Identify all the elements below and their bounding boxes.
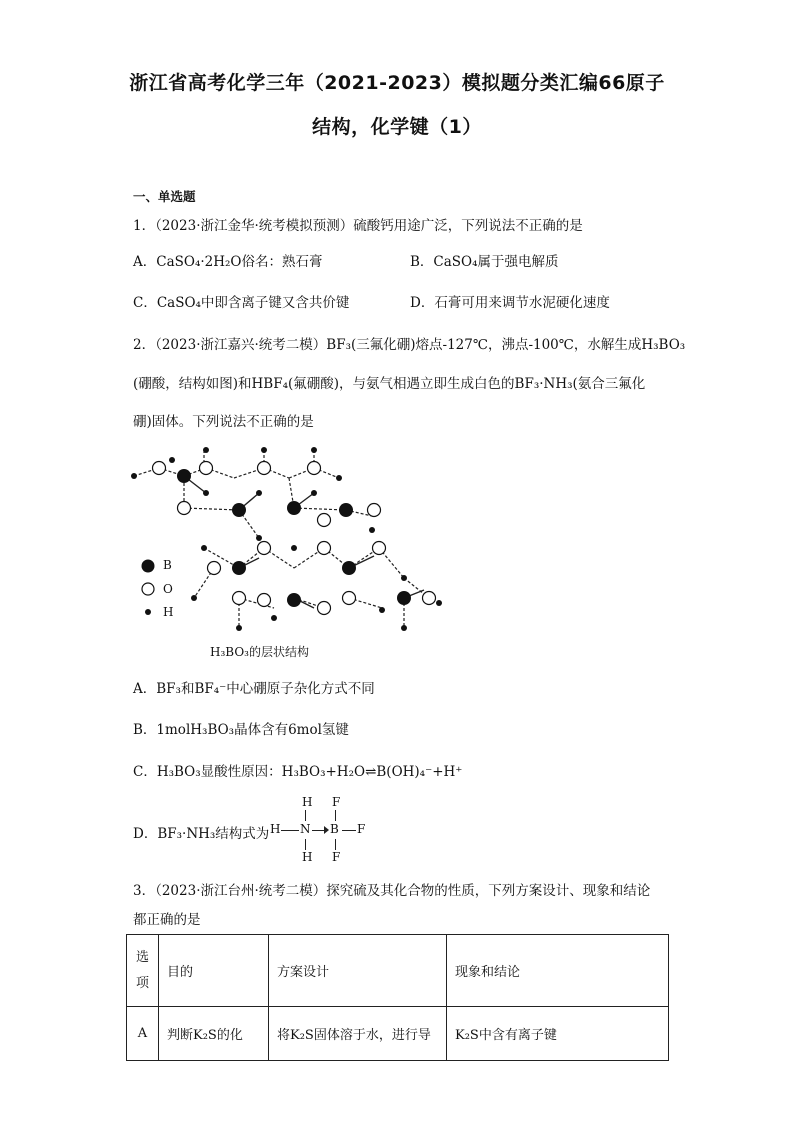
q1-option-a: A．CaSO₄·2H₂O俗名：熟石膏	[133, 254, 323, 270]
boron-legend-icon	[142, 560, 155, 573]
diagram-legend-icons	[140, 558, 160, 620]
document-title-line-2: 结构，化学键（1）	[312, 116, 482, 138]
legend-label-b: B	[163, 558, 172, 572]
legend-label-h: H	[163, 605, 174, 619]
table-header-cell: 目的	[159, 935, 269, 1007]
hydrogen-legend-icon	[145, 609, 151, 615]
struct-b: B	[330, 822, 339, 836]
struct-bond-nh-top	[305, 810, 306, 821]
section-heading: 一、单选题	[133, 189, 196, 204]
q1-stem: 1．（2023·浙江金华·统考模拟预测）硫酸钙用途广泛，下列说法不正确的是	[133, 218, 583, 234]
h3bo3-structure-diagram	[124, 438, 454, 638]
q2-stem-line-3: 硼)固体。下列说法不正确的是	[133, 414, 314, 430]
q2-option-a: A．BF₃和BF₄⁻中心硼原子杂化方式不同	[133, 681, 375, 697]
q2-stem-line-1: 2．（2023·浙江嘉兴·统考二模）BF₃(三氟化硼)熔点-127℃，沸点-100℃，水解生成H₃BO₃	[133, 337, 686, 353]
table-row	[127, 1007, 669, 1061]
q3-stem-line-1: 3．（2023·浙江台州·统考二模）探究硫及其化合物的性质，下列方案设计、现象和结论	[133, 883, 651, 899]
struct-h-top: H	[302, 795, 313, 809]
struct-bond-nh-left	[281, 830, 299, 831]
struct-n: N	[300, 822, 311, 836]
struct-f-bottom: F	[332, 850, 341, 864]
struct-bond-bf-right	[342, 830, 356, 831]
q2-option-c: C．H₃BO₃显酸性原因：H₃BO₃+H₂O⇌B(OH)₄⁻+H⁺	[133, 764, 463, 780]
struct-f-right: F	[357, 822, 366, 836]
q2-stem-line-2: (硼酸，结构如图)和HBF₄(氟硼酸)，与氨气相遇立即生成白色的BF₃·NH₃(氨合三氟化	[133, 376, 646, 392]
struct-h-bottom: H	[302, 850, 313, 864]
document-title-line-1: 浙江省高考化学三年（2021-2023）模拟题分类汇编66原子	[129, 72, 665, 94]
struct-bond-nh-bottom	[305, 839, 306, 850]
table-header-cell: 方案设计	[269, 935, 447, 1007]
q2-option-b: B．1molH₃BO₃晶体含有6mol氢键	[133, 722, 349, 738]
q1-option-b: B．CaSO₄属于强电解质	[410, 254, 559, 270]
table-cell: A	[127, 1007, 159, 1061]
boron-atoms	[177, 469, 411, 607]
struct-bond-bf-top	[335, 810, 336, 821]
q3-stem-line-2: 都正确的是	[133, 912, 201, 928]
oxygen-legend-icon	[142, 583, 154, 595]
header-option-label: 选项	[135, 949, 149, 991]
table-header-row	[127, 935, 669, 1007]
q1-option-d: D．石膏可用来调节水泥硬化速度	[410, 295, 610, 311]
q3-table	[126, 934, 669, 1061]
table-header-cell: 现象和结论	[447, 935, 669, 1007]
struct-h-left: H	[270, 822, 281, 836]
legend-label-o: O	[163, 582, 173, 596]
struct-f-top: F	[332, 795, 341, 809]
arrow-icon	[324, 826, 329, 834]
q2-option-d: D．BF₃·NH₃结构式为	[133, 826, 270, 842]
table-cell: 将K₂S固体溶于水，进行导	[269, 1007, 447, 1061]
table-cell: K₂S中含有离子键	[447, 1007, 669, 1061]
struct-bond-bf-bottom	[335, 839, 336, 850]
q1-option-c: C．CaSO₄中即含离子键又含共价键	[133, 295, 350, 311]
bf3-nh3-structural-formula	[270, 795, 380, 865]
table-cell: 判断K₂S的化	[159, 1007, 269, 1061]
covalent-bond-lines	[184, 476, 424, 608]
table-header-cell	[127, 935, 159, 1007]
diagram-caption: H₃BO₃的层状结构	[210, 645, 309, 659]
